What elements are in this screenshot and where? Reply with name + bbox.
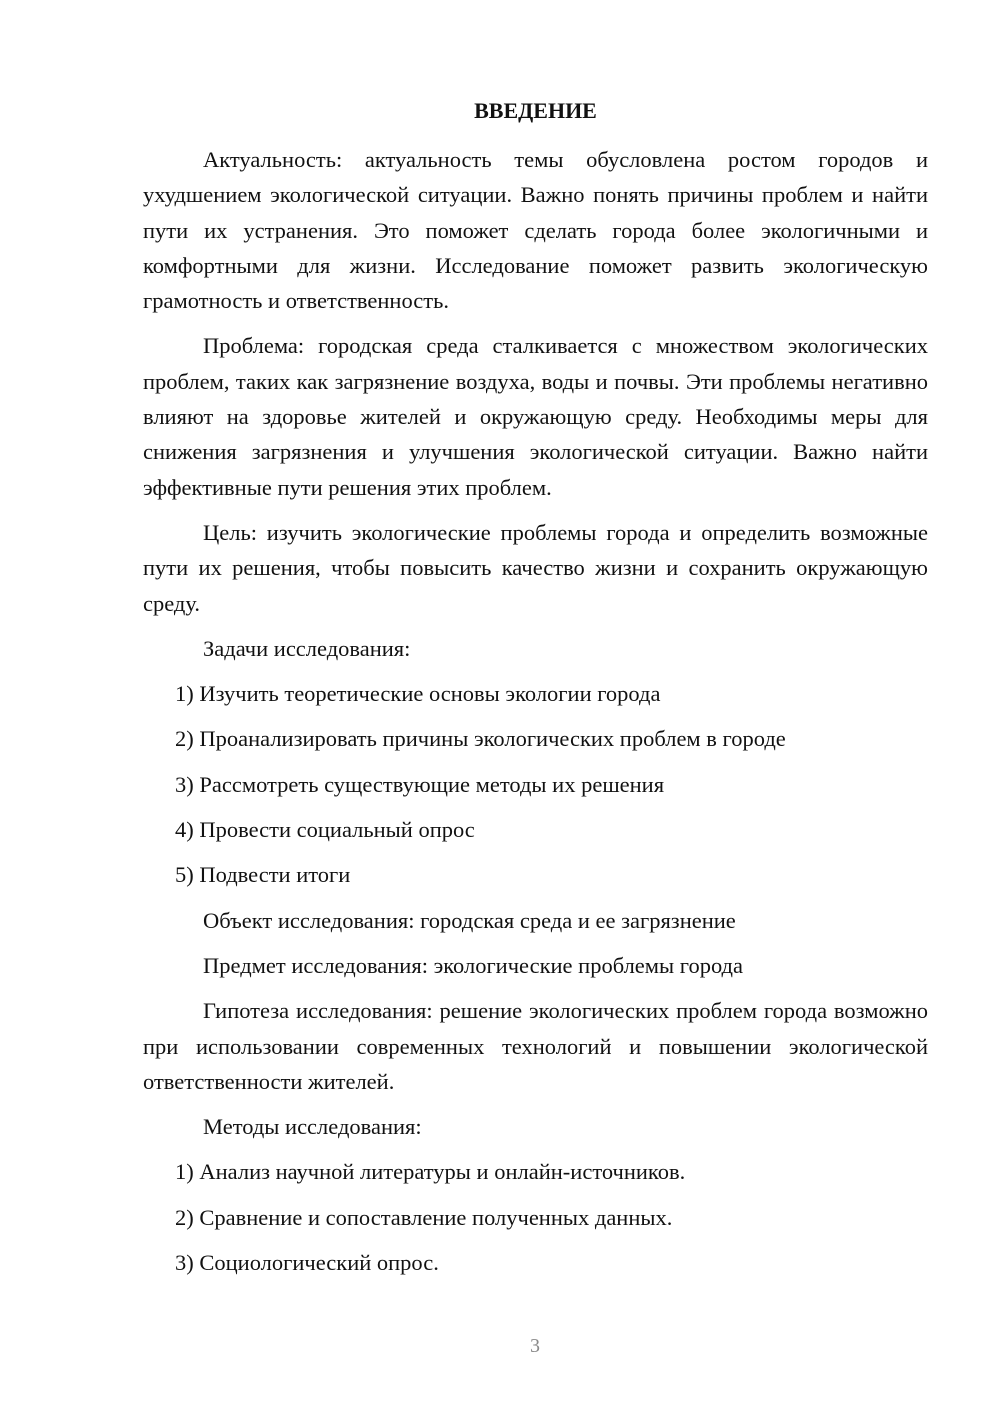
task-item: 2) Проанализировать причины экологических проблем в городе <box>175 726 786 752</box>
method-item: 3) Социологический опрос. <box>175 1250 439 1276</box>
research-subject: Предмет исследования: экологические проблемы города <box>203 952 743 978</box>
method-item: 2) Сравнение и сопоставление полученных данных. <box>175 1204 673 1230</box>
page-title: ВВЕДЕНИЕ <box>474 98 597 123</box>
problem-paragraph: Проблема: городская среда сталкивается с множеством экологических проблем, таких как загрязнение воздуха, воды и почвы. Эти проблемы негативно влияют на здоровье жителей и окружающую среду. Необходимы меры для снижения загрязнения и улучшения экологической ситуации. Важно найти эффективные пути решения этих проблем. <box>143 333 928 500</box>
task-item: 1) Изучить теоретические основы экологии города <box>175 681 661 707</box>
goal-paragraph: Цель: изучить экологические проблемы города и определить возможные пути их решения, чтобы повысить качество жизни и сохранить окружающую среду. <box>143 519 928 616</box>
research-object: Объект исследования: городская среда и ее загрязнение <box>203 907 736 933</box>
task-item: 3) Рассмотреть существующие методы их решения <box>175 771 665 797</box>
tasks-heading: Задачи исследования: <box>203 635 411 661</box>
method-item: 1) Анализ научной литературы и онлайн-источников. <box>175 1159 686 1185</box>
task-item: 4) Провести социальный опрос <box>175 817 475 843</box>
document-body <box>143 142 928 1290</box>
hypothesis-paragraph: Гипотеза исследования: решение экологических проблем города возможно при использовании современных технологий и повышении экологической ответственности жителей. <box>143 998 928 1094</box>
task-item: 5) Подвести итоги <box>175 862 351 888</box>
relevance-paragraph: Актуальность: актуальность темы обусловлена ростом городов и ухудшением экологической ситуации. Важно понять причины проблем и найти пути их устранения. Это поможет сделать города более экологичными и комфортными для жизни. Исследование поможет развить экологическую грамотность и ответственность. <box>143 147 928 314</box>
methods-heading: Методы исследования: <box>203 1114 422 1140</box>
page-number: 3 <box>530 1335 540 1357</box>
